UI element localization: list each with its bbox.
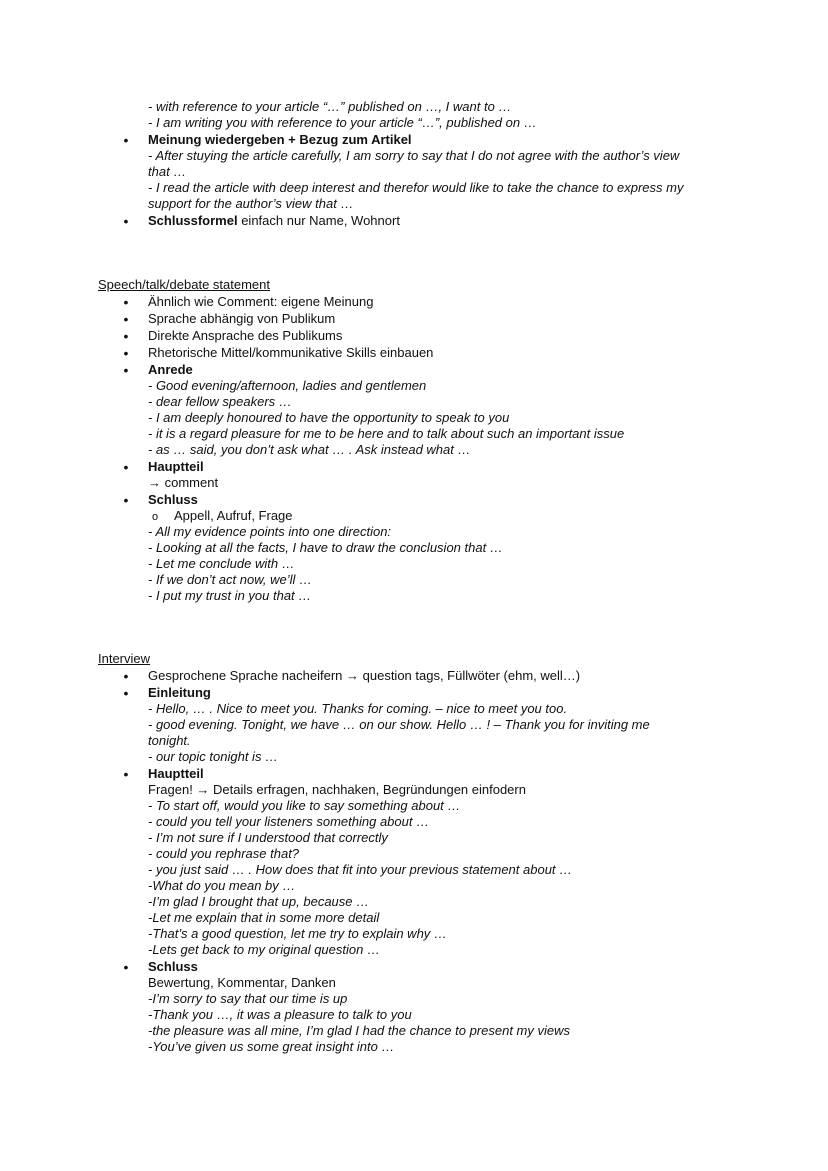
meinung-title: Meinung wiedergeben + Bezug zum Artikel <box>148 132 412 147</box>
interview-hauptteil-block <box>148 766 748 958</box>
bullet-marker <box>121 459 131 476</box>
bullet-marker <box>121 294 131 311</box>
meinung-phrase: - After stuying the article carefully, I am sorry to say that I do not agree with the author’s view <box>148 148 680 163</box>
einleitung-phrase: - Hello, … . Nice to meet you. Thanks for coming. – nice to meet you too. <box>148 701 568 716</box>
hauptteil-text: → comment <box>148 475 219 490</box>
hauptteil-title: Hauptteil <box>148 459 204 474</box>
einleitung-phrase: tonight. <box>148 733 191 748</box>
speech-bullets <box>148 294 748 362</box>
meinung-phrase: support for the author’s view that … <box>148 196 354 211</box>
letter-phrases <box>148 99 748 131</box>
einleitung-block <box>148 685 748 765</box>
einleitung-phrase: - our topic tonight is … <box>148 749 279 764</box>
schlussformel-text: einfach nur Name, Wohnort <box>237 213 400 228</box>
schluss-phrase: - Let me conclude with … <box>148 556 295 571</box>
interview-heading: Interview <box>98 651 151 666</box>
interview-bullet-text: Gesprochene Sprache nacheifern → question tags, Füllwöter (ehm, well…) <box>148 668 581 683</box>
meinung-phrase: - I read the article with deep interest and therefor would like to take the chance to express my <box>148 180 684 195</box>
interview-question: - you just said … . How does that fit into your previous statement about … <box>148 862 573 877</box>
anrede-phrase: - as … said, you don’t ask what … . Ask instead what … <box>148 442 471 457</box>
hauptteil-block <box>148 459 748 491</box>
bullet-marker <box>121 766 131 783</box>
speech-heading: Speech/talk/debate statement <box>98 277 271 292</box>
einleitung-title: Einleitung <box>148 685 211 700</box>
interview-closing-phrase: -You’ve given us some great insight into … <box>148 1039 395 1054</box>
interview-question: -Let me explain that in some more detail <box>148 910 380 925</box>
bullet-marker <box>121 213 131 230</box>
schlussformel-block <box>148 213 748 229</box>
interview-hauptteil-intro: Fragen! → Details erfragen, nachhaken, Begründungen einfodern <box>148 782 526 797</box>
speech-bullet-text: Ähnlich wie Comment: eigene Meinung <box>148 294 374 309</box>
bullet-marker <box>121 959 131 976</box>
bullet-marker <box>121 328 131 345</box>
bullet-marker <box>121 668 131 685</box>
anrede-phrase: - it is a regard pleasure for me to be here and to talk about such an important issue <box>148 426 625 441</box>
schluss-block <box>148 492 748 604</box>
interview-question: -I’m glad I brought that up, because … <box>148 894 370 909</box>
interview-closing-phrase: -I’m sorry to say that our time is up <box>148 991 348 1006</box>
anrede-block <box>148 362 748 458</box>
interview-question: - could you tell your listeners something about … <box>148 814 430 829</box>
bullet-marker <box>121 132 131 149</box>
interview-question: -That’s a good question, let me try to explain why … <box>148 926 447 941</box>
schlussformel-title: Schlussformel <box>148 213 238 228</box>
bullet-marker <box>121 362 131 379</box>
schluss-phrase: - If we don’t act now, we’ll … <box>148 572 313 587</box>
interview-schluss-intro: Bewertung, Kommentar, Danken <box>148 975 336 990</box>
speech-bullet-text: Sprache abhängig von Publikum <box>148 311 336 326</box>
bullet-marker <box>121 345 131 362</box>
interview-question: -Lets get back to my original question … <box>148 942 380 957</box>
anrede-phrase: - Good evening/afternoon, ladies and gentlemen <box>148 378 427 393</box>
meinung-phrase: that … <box>148 164 187 179</box>
speech-bullet-text: Rhetorische Mittel/kommunikative Skills einbauen <box>148 345 434 360</box>
meinung-block <box>148 132 748 212</box>
schluss-title: Schluss <box>148 492 198 507</box>
interview-question: - I’m not sure if I understood that correctly <box>148 830 388 845</box>
bullet-marker <box>121 311 131 328</box>
schluss-phrase: - All my evidence points into one direction: <box>148 524 392 539</box>
schluss-phrase: - I put my trust in you that … <box>148 588 312 603</box>
interview-closing-phrase: -the pleasure was all mine, I’m glad I had the chance to present my views <box>148 1023 570 1038</box>
anrede-phrase: - I am deeply honoured to have the opportunity to speak to you <box>148 410 510 425</box>
interview-bullet-1 <box>148 668 748 684</box>
interview-question: -What do you mean by … <box>148 878 296 893</box>
letter-phrase: - with reference to your article “…” published on …, I want to … <box>148 99 512 114</box>
interview-question: - To start off, would you like to say something about … <box>148 798 461 813</box>
interview-schluss-title: Schluss <box>148 959 198 974</box>
interview-hauptteil-title: Hauptteil <box>148 766 204 781</box>
schluss-phrase: - Looking at all the facts, I have to draw the conclusion that … <box>148 540 503 555</box>
bullet-marker <box>121 685 131 702</box>
anrede-phrase: - dear fellow speakers … <box>148 394 292 409</box>
interview-closing-phrase: -Thank you …, it was a pleasure to talk to you <box>148 1007 412 1022</box>
schluss-sub-text: Appell, Aufruf, Frage <box>174 508 293 523</box>
letter-phrase: - I am writing you with reference to your article “…”, published on … <box>148 115 537 130</box>
interview-schluss-block <box>148 959 748 1055</box>
einleitung-phrase: - good evening. Tonight, we have … on our show. Hello … ! – Thank you for inviting me <box>148 717 650 732</box>
anrede-title: Anrede <box>148 362 193 377</box>
bullet-marker <box>121 492 131 509</box>
interview-question: - could you rephrase that? <box>148 846 300 861</box>
speech-bullet-text: Direkte Ansprache des Publikums <box>148 328 343 343</box>
